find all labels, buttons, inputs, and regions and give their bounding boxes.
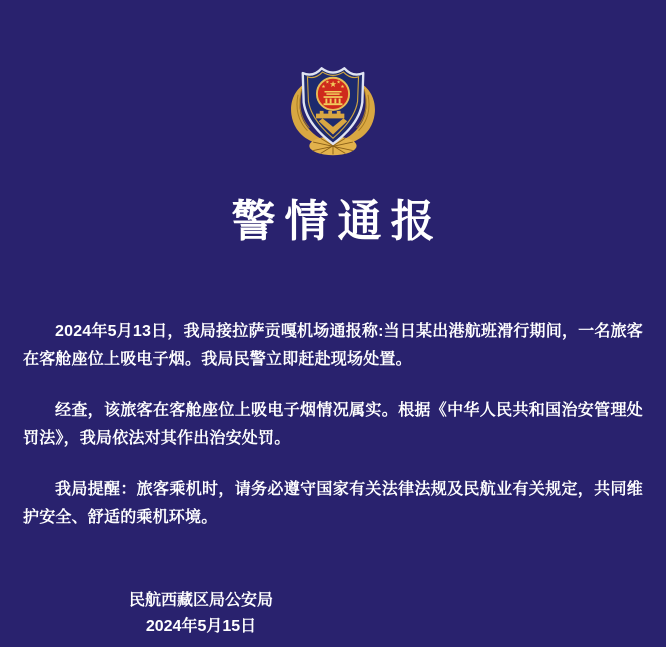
signature-organization: 民航西藏区局公安局 <box>128 592 273 609</box>
svg-text:★: ★ <box>321 85 326 91</box>
svg-text:★: ★ <box>340 85 345 91</box>
notice-title: 警情通报 <box>231 197 444 246</box>
signature-block <box>70 588 332 640</box>
notice-paragraph-1: 2024年5月13日，我局接拉萨贡嘎机场通报称:当日某出港航班滑行期间，一名旅客在客舱座位上吸电子烟。我局民警立即赶赴现场处置。 <box>23 323 643 368</box>
svg-text:★: ★ <box>336 80 341 86</box>
police-badge-icon <box>281 53 385 163</box>
signature-date: 2024年5月15日 <box>145 618 257 635</box>
svg-text:★: ★ <box>329 80 337 91</box>
svg-text:★: ★ <box>325 80 330 86</box>
notice-paragraph-3: 我局提醒：旅客乘机时，请务必遵守国家有关法律法规及民航业有关规定，共同维护安全、舒适的乘机环境。 <box>23 481 643 526</box>
notice-paragraph-2: 经查，该旅客在客舱座位上吸电子烟情况属实。根据《中华人民共和国治安管理处罚法》，我局依法对其作出治安处罚。 <box>23 402 643 447</box>
notice-body <box>23 318 643 555</box>
